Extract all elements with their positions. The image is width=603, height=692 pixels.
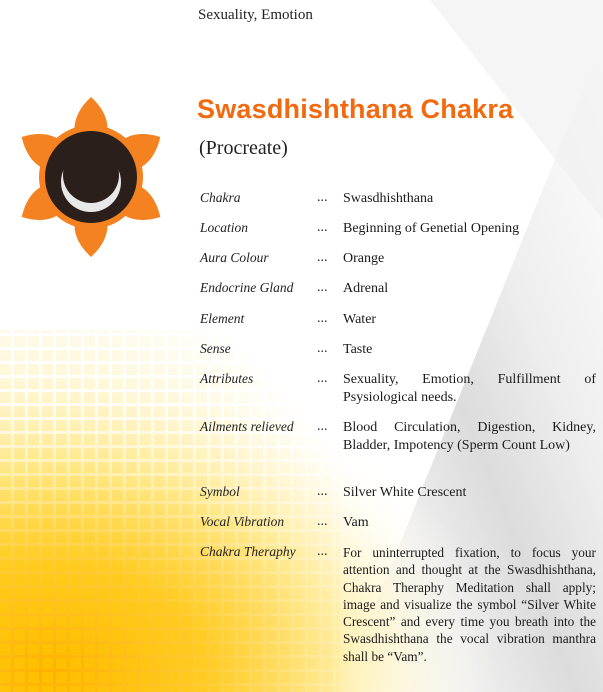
row-label: Element: [200, 311, 245, 326]
row-label: Chakra: [200, 190, 241, 205]
row-separator: ...: [317, 220, 328, 235]
row-separator: ...: [317, 514, 328, 529]
page-title: Swasdhishthana Chakra: [197, 94, 514, 124]
row-label: Chakra Theraphy: [200, 544, 296, 559]
row-value: Blood Circulation, Digestion, Kidney, Bladder, Impotency (Sperm Count Low): [343, 420, 596, 453]
row-value: Sexuality, Emotion, Fulfillment of Psysiological needs.: [343, 372, 596, 405]
row-label: Symbol: [200, 484, 240, 499]
row-label: Endocrine Gland: [200, 280, 294, 295]
row-value: Orange: [343, 251, 385, 266]
row-label: Attributes: [200, 371, 254, 386]
row-separator: ...: [317, 371, 328, 386]
row-value: Vam: [343, 515, 369, 530]
row-value: Taste: [343, 342, 373, 357]
page-subtitle: (Procreate): [199, 137, 288, 159]
row-label: Ailments relieved: [200, 419, 294, 434]
row-separator: ...: [317, 544, 328, 559]
row-separator: ...: [317, 341, 328, 356]
header-text: Sexuality, Emotion: [198, 7, 313, 23]
row-separator: ...: [317, 419, 328, 434]
row-value: Beginning of Genetial Opening: [343, 221, 520, 236]
row-separator: ...: [317, 250, 328, 265]
row-label: Aura Colour: [200, 250, 269, 265]
row-label: Vocal Vibration: [200, 514, 285, 529]
row-value: Water: [343, 312, 377, 327]
row-separator: ...: [317, 280, 328, 295]
row-value: Swasdhishthana: [343, 191, 434, 206]
chakra-lotus-crescent-icon: [8, 94, 174, 260]
row-value: Adrenal: [343, 281, 389, 296]
row-separator: ...: [317, 484, 328, 499]
row-value: For uninterrupted fixation, to focus your attention and thought at the Swasdhishthana, Chakra Theraphy Meditation shall apply; image and visualize the symbol “Silver White Crescent” and every time you breath into the Swasdhishthana the vocal vibration manthra shall be “Vam”.: [343, 545, 596, 664]
row-separator: ...: [317, 311, 328, 326]
row-value: Silver White Crescent: [343, 485, 467, 500]
row-separator: ...: [317, 190, 328, 205]
row-label: Location: [200, 220, 249, 235]
row-label: Sense: [200, 341, 231, 356]
